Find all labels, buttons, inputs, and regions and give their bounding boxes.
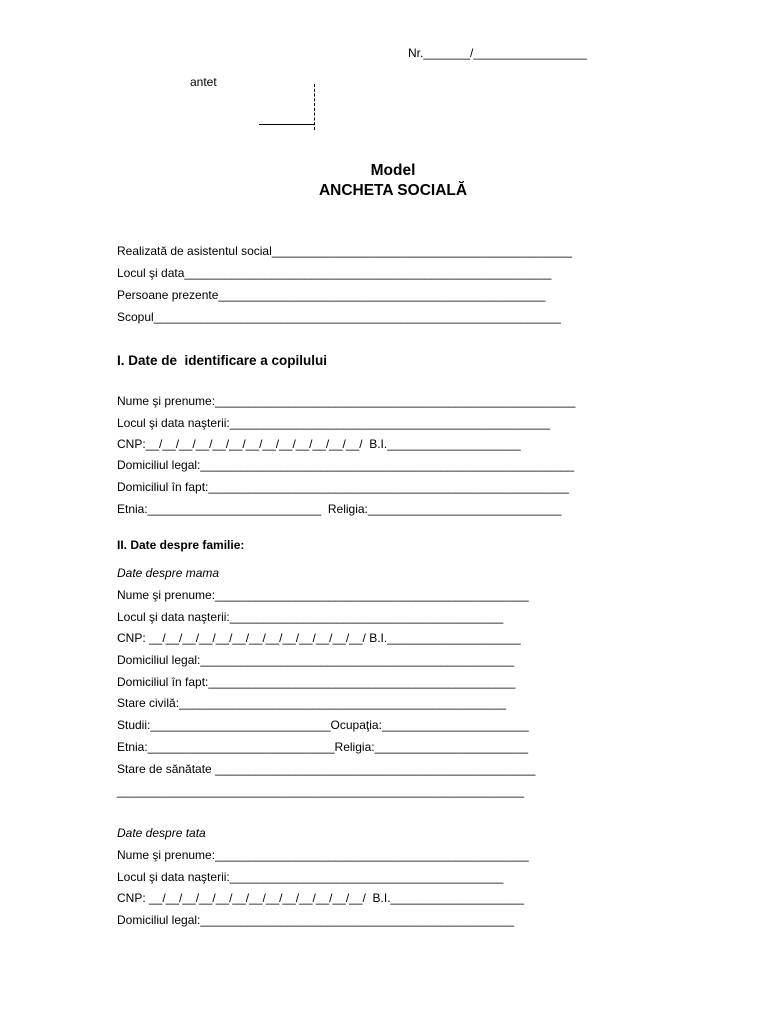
- mother-studies-occupation-line: Studii:___________________________Ocupaţia:______________________: [117, 718, 529, 732]
- mother-civil-status-line: Stare civilă:_________________________________________________: [117, 696, 507, 710]
- child-actual-domicile-line: Domiciliul în fapt:______________________________________________________: [117, 480, 569, 494]
- mother-subheading: Date despre mama: [117, 566, 220, 580]
- mother-ethnicity-religion-line: Etnia:____________________________Religia:_______________________: [117, 740, 529, 754]
- mother-legal-domicile-line: Domiciliul legal:_______________________________________________: [117, 653, 515, 667]
- mother-name-line: Nume şi prenume:_______________________________________________: [117, 588, 529, 602]
- father-legal-domicile-line: Domiciliul legal:_______________________________________________: [117, 913, 515, 927]
- child-legal-domicile-line: Domiciliul legal:________________________________________________________: [117, 458, 575, 472]
- child-ethnicity-religion-line: Etnia:__________________________ Religia:_____________________________: [117, 502, 562, 516]
- document-number: Nr._______/_________________: [408, 46, 587, 60]
- stamp-area-line: [259, 124, 314, 125]
- child-birth-line: Locul şi data naşterii:________________________________________________: [117, 416, 551, 430]
- child-name-line: Nume şi prenume:______________________________________________________: [117, 394, 576, 408]
- mother-actual-domicile-line: Domiciliul în fapt:______________________________________________: [117, 675, 516, 689]
- section-2-heading: II. Date despre familie:: [117, 538, 245, 552]
- intro-line-persoane: Persoane prezente_________________________________________________: [117, 288, 546, 302]
- father-birth-line: Locul şi data naşterii:_________________________________________: [117, 870, 504, 884]
- stamp-area-divider: [314, 84, 315, 130]
- document-title: ANCHETA SOCIALĂ: [318, 182, 468, 199]
- mother-birth-line: Locul şi data naşterii:_________________________________________: [117, 610, 504, 624]
- child-cnp-line: CNP:__/__/__/__/__/__/__/__/__/__/__/__/__/ B.I.____________________: [117, 437, 521, 451]
- model-title: Model: [370, 162, 416, 179]
- father-subheading: Date despre tata: [117, 826, 206, 840]
- mother-health-line: Stare de sănătate ________________________________________________: [117, 762, 536, 776]
- intro-line-locul-data: Locul şi data_______________________________________________________: [117, 266, 552, 280]
- section-1-heading: I. Date de identificare a copilului: [117, 353, 328, 368]
- father-name-line: Nume şi prenume:_______________________________________________: [117, 848, 529, 862]
- mother-health-continuation-line: _____________________________________________________________: [117, 784, 525, 798]
- intro-line-scopul: Scopul_____________________________________________________________: [117, 310, 561, 324]
- mother-cnp-line: CNP: __/__/__/__/__/__/__/__/__/__/__/__/__/ B.I.____________________: [117, 631, 521, 645]
- antet-label: antet: [190, 75, 217, 89]
- intro-line-realizata: Realizată de asistentul social_____________________________________________: [117, 244, 573, 258]
- father-cnp-line: CNP: __/__/__/__/__/__/__/__/__/__/__/__/__/ B.I.____________________: [117, 891, 525, 905]
